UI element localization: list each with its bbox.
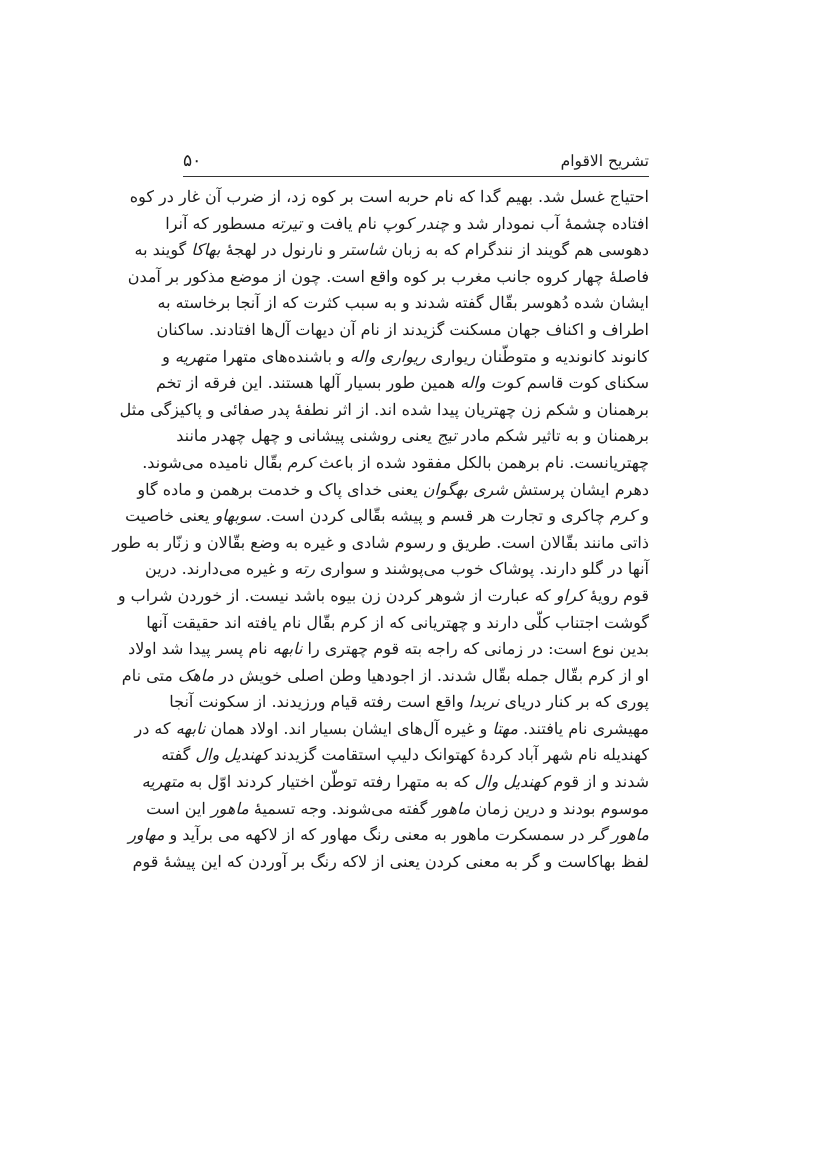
text-segment: آنها در گلو دارند. پوشاک خوب می‌پوشند و سواری: [314, 559, 649, 579]
text-segment: چاکری و تجارت هر قسم و پیشه بقّالی کردن است.: [260, 506, 610, 526]
text-line: [162, 344, 649, 371]
text-line: [132, 849, 649, 876]
text-line: [146, 796, 649, 823]
italic-term: تیرته: [270, 213, 302, 233]
text-segment: قوم رویهٔ: [584, 585, 649, 605]
text-segment: ایشان شده دُهوسر بقّال گفته شدند و به سبب کثرت که از آنجا برخاسته به: [157, 293, 649, 313]
text-segment: گفته می‌شوند. وجه تسمیهٔ: [248, 798, 433, 818]
text-line: [161, 742, 649, 769]
text-segment: متی نام: [121, 665, 178, 685]
text-line: [134, 237, 649, 264]
text-segment: کهندیله نام شهر آباد کردهٔ کهتوانک دلیپ استقامت گزیدند: [269, 745, 649, 765]
page-header: [183, 152, 649, 177]
text-line: [134, 716, 649, 743]
text-segment: گفته: [161, 745, 196, 765]
text-segment: ذاتی مانند بقّالان است. طریق و رسوم شادی و غیره به وضع بقّالان و زنّار به طور: [112, 532, 649, 552]
text-segment: نام پسر پیدا شد اولاد: [128, 639, 273, 659]
text-segment: بدین نوع است: در زمانی که راجه بته قوم چهتری را: [302, 639, 649, 659]
italic-term: مهاور: [128, 825, 165, 845]
text-segment: و: [162, 346, 175, 366]
text-segment: پوری که بر کنار دریای: [499, 692, 649, 712]
text-segment: و غیره آل‌های ایشان بسیار اند. اولاد همان: [205, 718, 493, 738]
text-segment: یعنی خاصیت: [125, 506, 215, 526]
text-line: [112, 530, 649, 557]
text-segment: برهمنان و شکم زن چهتریان پیدا شده اند. از اثر نطفهٔ پدر صفائی و پاکیزگی مثل: [119, 399, 649, 419]
text-line: [117, 583, 649, 610]
text-segment: احتیاج غسل شد. بهیم گدا که نام حربه است بر کوه زد، از ضرب آن غار در کوه: [129, 187, 649, 206]
text-segment: و غیره می‌دارند. درین: [145, 559, 295, 579]
text-segment: شدند و از قوم: [548, 772, 649, 792]
text-line: [125, 503, 649, 530]
text-segment: در سمسکرت ماهور به معنی رنگ مهاور که از لاکهه می برآید و: [164, 825, 590, 845]
italic-term: ماهور: [432, 798, 471, 818]
running-title: تشریح الاقوام: [560, 152, 649, 170]
text-segment: یعنی روشنی پیشانی و چهل چهدر مانند: [176, 426, 438, 446]
text-line: [137, 477, 649, 504]
text-line: [141, 769, 649, 796]
italic-term: رته: [294, 559, 315, 579]
text-segment: که عبارت از شوهر کردن زن بیوه باشد نیست. از خوردن شراب و: [117, 585, 556, 605]
text-segment: یعنی خدای پاک و خدمت برهمن و ماده گاو: [137, 479, 423, 499]
italic-term: شاستر: [341, 240, 387, 260]
text-segment: این است: [146, 798, 211, 818]
text-segment: کانوند کانوندیه و متوطّنان ریواری: [425, 346, 649, 366]
text-segment: که در: [134, 718, 176, 738]
italic-term: سوبهاو: [214, 506, 261, 526]
text-segment: فاصلهٔ چهار کروه جانب مغرب بر کوه واقع است. چون از موضع مذکور بر آمدن: [127, 266, 649, 286]
text-line: [128, 636, 649, 663]
text-segment: موسوم بودند و درین زمان: [470, 798, 649, 818]
text-line: [176, 423, 649, 450]
text-segment: مسطور که آنرا: [165, 213, 271, 233]
text-line: [145, 556, 649, 583]
text-segment: برهمنان و به تاثیر شکم مادر: [456, 426, 649, 446]
italic-term: ریواری واله: [349, 346, 426, 366]
text-segment: چهتریانست. نام برهمن بالکل مفقود شده از باعث: [313, 452, 649, 472]
text-segment: بقّال نامیده می‌شوند.: [142, 452, 288, 472]
italic-term: کرم: [287, 452, 314, 472]
text-segment: نام یافت و: [302, 213, 382, 233]
text-segment: او از کرم بقّال جمله بقّال شدند. از اجودهیا وطن اصلی خویش در: [214, 665, 649, 685]
text-line: [127, 264, 649, 291]
text-line: [156, 317, 649, 344]
italic-term: کهندیل وال: [195, 745, 270, 765]
text-line: [169, 689, 649, 716]
text-segment: گویند به: [134, 240, 192, 260]
italic-term: نابهه: [175, 718, 206, 738]
italic-term: بهاکا: [191, 240, 221, 260]
text-segment: دهرم ایشان پرستش: [507, 479, 649, 499]
text-segment: افتاده چشمهٔ آب نمودار شد و: [448, 213, 649, 233]
italic-term: ماهور: [210, 798, 249, 818]
italic-term: کوت واله: [460, 373, 522, 393]
text-segment: و نارنول در لهجهٔ: [220, 240, 342, 260]
italic-term: ماهور گر: [589, 825, 649, 845]
italic-term: تیج: [437, 426, 457, 446]
text-line: [155, 370, 649, 397]
italic-term: کرم: [609, 506, 637, 526]
text-segment: مهیشری نام یافتند.: [517, 718, 649, 738]
italic-term: کهندیل وال: [474, 772, 549, 792]
italic-term: کراو: [555, 585, 585, 605]
text-segment: لفظ بهاکاست و گر به معنی کردن یعنی از لاکه رنگ بر آوردن که این پیشهٔ قوم: [132, 851, 649, 871]
italic-term: مهتا: [492, 718, 518, 738]
text-segment: که به متهرا رفته توطّن اختیار کردند اوّل به: [184, 772, 475, 792]
text-line: [142, 450, 649, 477]
text-segment: و باشنده‌های متهرا: [217, 346, 350, 366]
italic-term: چندر کوپ: [382, 213, 449, 233]
text-segment: دهوسی هم گویند از نندگرام که به زبان: [386, 240, 649, 260]
text-line: [129, 184, 649, 211]
text-line: [157, 290, 649, 317]
page-number: ۵۰: [183, 151, 202, 171]
italic-term: متهریه: [141, 772, 185, 792]
text-line: [146, 610, 649, 637]
text-segment: گوشت اجتناب کلّی دارند و چهتریانی که از کرم بقّال نام یافته اند حقیقت آنها: [146, 612, 649, 632]
text-segment: همین طور بسیار آلها هستند. این فرقه از تخم: [155, 373, 461, 393]
italic-term: نربدا: [468, 692, 500, 712]
italic-term: شری بهگوان: [422, 479, 508, 499]
text-line: [165, 211, 649, 238]
body-text: [112, 184, 649, 875]
text-segment: سکنای کوت قاسم: [521, 373, 649, 393]
text-line: [121, 663, 649, 690]
italic-term: نابهه: [272, 639, 303, 659]
italic-term: ماهک: [177, 665, 215, 685]
text-line: [119, 397, 649, 424]
italic-term: متهریه: [174, 346, 218, 366]
text-segment: اطراف و اکناف جهان مسکنت گزیدند از نام آن دیهات آل‌ها افتادند. ساکنان: [156, 319, 649, 339]
text-segment: و: [636, 506, 649, 526]
text-line: [128, 822, 649, 849]
text-segment: واقع است رفته قیام ورزیدند. از سکونت آنجا: [169, 692, 469, 712]
